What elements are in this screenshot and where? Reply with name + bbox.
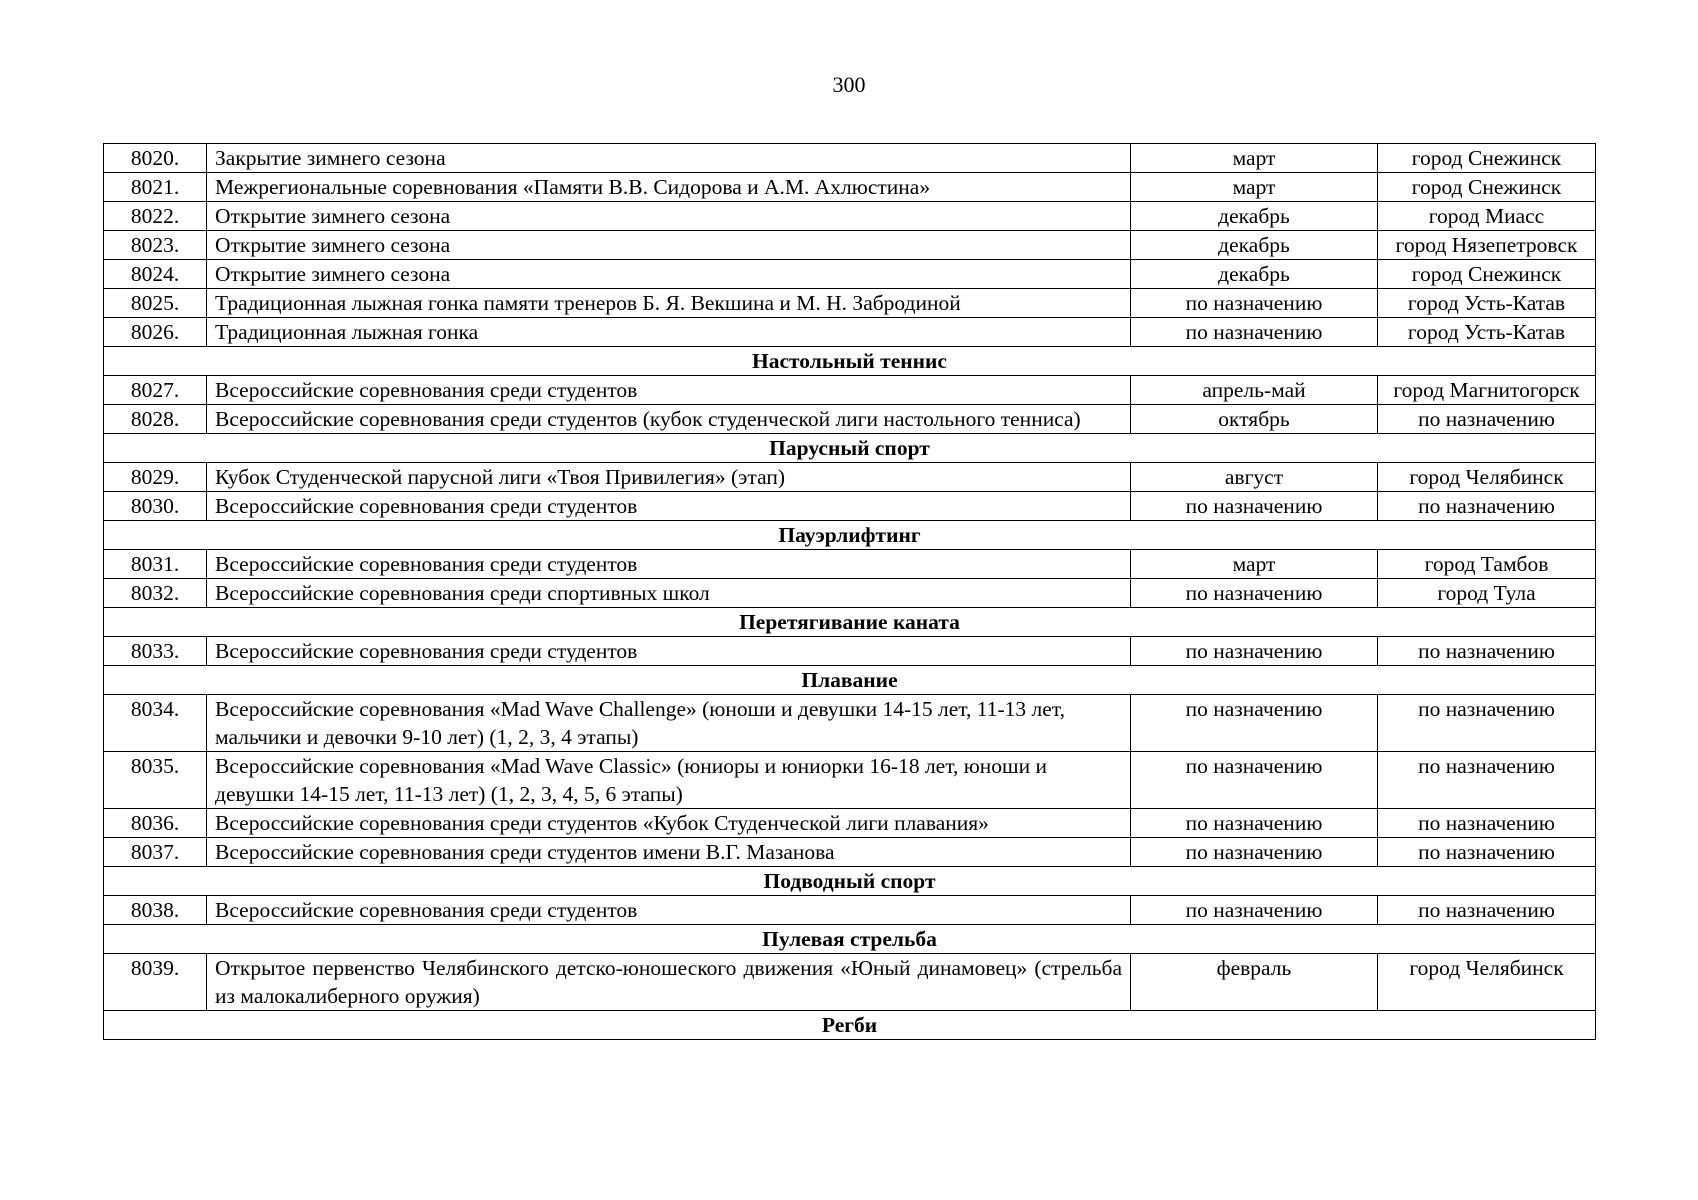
table-row <box>104 144 1596 173</box>
event-title: Кубок Студенческой парусной лиги «Твоя Привилегия» (этап) <box>207 463 1131 492</box>
event-number: 8026. <box>104 318 207 347</box>
event-date: по назначению <box>1131 637 1378 666</box>
event-number: 8037. <box>104 838 207 867</box>
event-title: Всероссийские соревнования среди студентов <box>207 550 1131 579</box>
event-number: 8028. <box>104 405 207 434</box>
table-row <box>104 405 1596 434</box>
event-place: город Магнитогорск <box>1378 376 1596 405</box>
table-row <box>104 954 1596 1011</box>
event-date: март <box>1131 173 1378 202</box>
page-number: 300 <box>832 72 866 97</box>
event-date: по назначению <box>1131 695 1378 752</box>
event-title: Открытое первенство Челябинского детско-юношеского движения «Юный динамовец» (стрельба из малокалиберного оружия) <box>207 954 1131 1011</box>
table-row <box>104 173 1596 202</box>
event-title: Открытие зимнего сезона <box>207 260 1131 289</box>
event-title: Всероссийские соревнования среди студентов (кубок студенческой лиги настольного тенниса) <box>207 405 1131 434</box>
event-number: 8023. <box>104 231 207 260</box>
section-row <box>104 347 1596 376</box>
event-title: Всероссийские соревнования среди студентов <box>207 376 1131 405</box>
event-date: декабрь <box>1131 260 1378 289</box>
table-row <box>104 579 1596 608</box>
section-heading: Регби <box>104 1011 1596 1040</box>
event-place: город Миасс <box>1378 202 1596 231</box>
events-table-body <box>104 144 1596 1040</box>
event-title: Закрытие зимнего сезона <box>207 144 1131 173</box>
section-row <box>104 867 1596 896</box>
section-row <box>104 521 1596 550</box>
event-number: 8036. <box>104 809 207 838</box>
event-title: Всероссийские соревнования «Mad Wave Classic» (юниоры и юниорки 16-18 лет, юноши и девушки 14-15 лет, 11-13 лет) (1, 2, 3, 4, 5, 6 этапы) <box>207 752 1131 809</box>
event-date: по назначению <box>1131 579 1378 608</box>
event-date: март <box>1131 144 1378 173</box>
event-place: по назначению <box>1378 752 1596 809</box>
event-number: 8032. <box>104 579 207 608</box>
event-place: город Снежинск <box>1378 144 1596 173</box>
section-row <box>104 1011 1596 1040</box>
section-heading: Пауэрлифтинг <box>104 521 1596 550</box>
section-row <box>104 608 1596 637</box>
event-place: город Снежинск <box>1378 173 1596 202</box>
section-heading: Пулевая стрельба <box>104 925 1596 954</box>
event-place: по назначению <box>1378 637 1596 666</box>
event-title: Всероссийские соревнования среди студентов «Кубок Студенческой лиги плавания» <box>207 809 1131 838</box>
event-number: 8033. <box>104 637 207 666</box>
event-date: по назначению <box>1131 896 1378 925</box>
event-place: город Нязепетровск <box>1378 231 1596 260</box>
event-place: город Усть-Катав <box>1378 289 1596 318</box>
event-number: 8031. <box>104 550 207 579</box>
event-place: город Тула <box>1378 579 1596 608</box>
section-heading: Настольный теннис <box>104 347 1596 376</box>
event-title: Всероссийские соревнования среди студентов имени В.Г. Мазанова <box>207 838 1131 867</box>
table-row <box>104 809 1596 838</box>
event-title: Всероссийские соревнования среди студентов <box>207 896 1131 925</box>
event-title: Всероссийские соревнования «Mad Wave Challenge» (юноши и девушки 14-15 лет, 11-13 лет, мальчики и девочки 9-10 лет) (1, 2, 3, 4 этапы) <box>207 695 1131 752</box>
event-number: 8025. <box>104 289 207 318</box>
table-row <box>104 550 1596 579</box>
event-number: 8038. <box>104 896 207 925</box>
event-date: по назначению <box>1131 752 1378 809</box>
event-number: 8034. <box>104 695 207 752</box>
event-number: 8035. <box>104 752 207 809</box>
event-title: Всероссийские соревнования среди студентов <box>207 637 1131 666</box>
events-table <box>103 143 1596 1040</box>
event-place: по назначению <box>1378 896 1596 925</box>
table-row <box>104 289 1596 318</box>
event-number: 8030. <box>104 492 207 521</box>
table-row <box>104 318 1596 347</box>
event-date: август <box>1131 463 1378 492</box>
table-row <box>104 752 1596 809</box>
section-row <box>104 434 1596 463</box>
event-date: октябрь <box>1131 405 1378 434</box>
event-title: Открытие зимнего сезона <box>207 202 1131 231</box>
event-date: по назначению <box>1131 838 1378 867</box>
event-date: апрель-май <box>1131 376 1378 405</box>
table-row <box>104 260 1596 289</box>
section-heading: Перетягивание каната <box>104 608 1596 637</box>
event-place: город Усть-Катав <box>1378 318 1596 347</box>
event-place: по назначению <box>1378 838 1596 867</box>
event-number: 8039. <box>104 954 207 1011</box>
event-number: 8029. <box>104 463 207 492</box>
event-date: февраль <box>1131 954 1378 1011</box>
section-row <box>104 666 1596 695</box>
section-heading: Плавание <box>104 666 1596 695</box>
event-date: декабрь <box>1131 231 1378 260</box>
table-row <box>104 231 1596 260</box>
event-place: город Снежинск <box>1378 260 1596 289</box>
event-number: 8022. <box>104 202 207 231</box>
event-number: 8020. <box>104 144 207 173</box>
event-title: Открытие зимнего сезона <box>207 231 1131 260</box>
event-number: 8027. <box>104 376 207 405</box>
event-title: Традиционная лыжная гонка <box>207 318 1131 347</box>
event-number: 8021. <box>104 173 207 202</box>
event-title: Всероссийские соревнования среди спортивных школ <box>207 579 1131 608</box>
event-date: по назначению <box>1131 289 1378 318</box>
event-date: по назначению <box>1131 809 1378 838</box>
table-row <box>104 896 1596 925</box>
event-place: по назначению <box>1378 492 1596 521</box>
table-row <box>104 463 1596 492</box>
table-row <box>104 202 1596 231</box>
event-place: город Челябинск <box>1378 463 1596 492</box>
event-date: март <box>1131 550 1378 579</box>
event-title: Традиционная лыжная гонка памяти тренеров Б. Я. Векшина и М. Н. Забродиной <box>207 289 1131 318</box>
event-place: город Тамбов <box>1378 550 1596 579</box>
table-row <box>104 637 1596 666</box>
event-date: по назначению <box>1131 318 1378 347</box>
table-row <box>104 492 1596 521</box>
event-place: по назначению <box>1378 695 1596 752</box>
event-title: Межрегиональные соревнования «Памяти В.В. Сидорова и А.М. Ахлюстина» <box>207 173 1131 202</box>
event-title: Всероссийские соревнования среди студентов <box>207 492 1131 521</box>
event-date: декабрь <box>1131 202 1378 231</box>
event-place: город Челябинск <box>1378 954 1596 1011</box>
table-row <box>104 838 1596 867</box>
event-place: по назначению <box>1378 405 1596 434</box>
event-place: по назначению <box>1378 809 1596 838</box>
table-row <box>104 695 1596 752</box>
event-number: 8024. <box>104 260 207 289</box>
section-row <box>104 925 1596 954</box>
section-heading: Парусный спорт <box>104 434 1596 463</box>
table-row <box>104 376 1596 405</box>
event-date: по назначению <box>1131 492 1378 521</box>
section-heading: Подводный спорт <box>104 867 1596 896</box>
